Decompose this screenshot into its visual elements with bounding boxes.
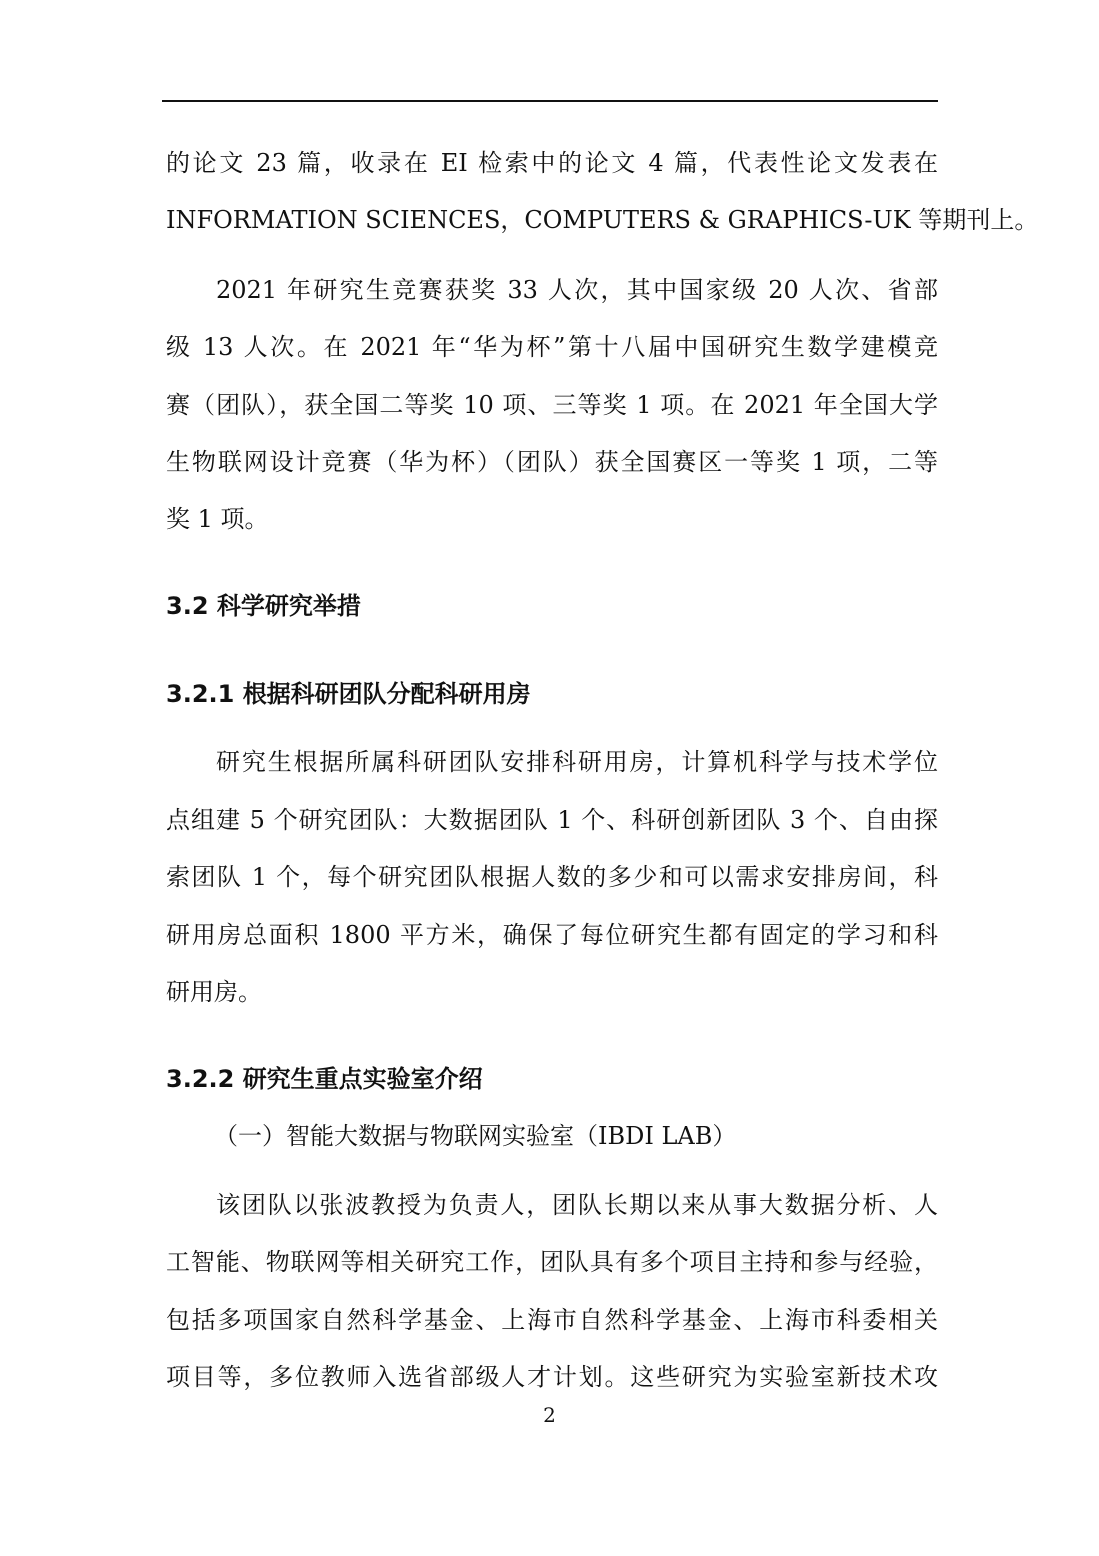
header-rule — [162, 100, 938, 102]
paragraph-line: 点组建 5 个研究团队：大数据团队 1 个、科研创新团队 3 个、自由探 — [166, 806, 938, 834]
paragraph-line: 项目等，多位教师入选省部级人才计划。这些研究为实验室新技术攻 — [166, 1363, 938, 1391]
page-number: 2 — [543, 1403, 556, 1427]
paragraph-line: 2021 年研究生竞赛获奖 33 人次，其中国家级 20 人次、省部 — [216, 276, 938, 304]
paragraph-line: 研究生根据所属科研团队安排科研用房，计算机科学与技术学位 — [216, 748, 938, 776]
paragraph-line: 该团队以张波教授为负责人，团队长期以来从事大数据分析、人 — [216, 1191, 938, 1219]
paragraph-line: 工智能、物联网等相关研究工作，团队具有多个项目主持和参与经验， — [166, 1248, 938, 1276]
paragraph-line: 索团队 1 个，每个研究团队根据人数的多少和可以需求安排房间，科 — [166, 863, 938, 891]
paragraph-line: 包括多项国家自然科学基金、上海市自然科学基金、上海市科委相关 — [166, 1306, 938, 1334]
paragraph-line: 奖 1 项。 — [166, 505, 269, 533]
paragraph-line: 赛（团队），获全国二等奖 10 项、三等奖 1 项。在 2021 年全国大学 — [166, 391, 938, 419]
lab-subheading: （一）智能大数据与物联网实验室（IBDI LAB） — [214, 1122, 737, 1150]
paragraph-line: 生物联网设计竞赛（华为杯）（团队）获全国赛区一等奖 1 项，二等 — [166, 448, 938, 476]
paragraph-line: 的论文 23 篇，收录在 EI 检索中的论文 4 篇，代表性论文发表在 — [166, 149, 938, 177]
section-heading-3-2-2: 3.2.2 研究生重点实验室介绍 — [166, 1065, 483, 1093]
section-heading-3-2-1: 3.2.1 根据科研团队分配科研用房 — [166, 680, 531, 708]
section-heading-3-2: 3.2 科学研究举措 — [166, 592, 361, 620]
paragraph-line: 研用房。 — [166, 978, 262, 1006]
paragraph-line: INFORMATION SCIENCES，COMPUTERS & GRAPHICS-UK 等期刊上。 — [166, 206, 1039, 234]
paragraph-line: 研用房总面积 1800 平方米，确保了每位研究生都有固定的学习和科 — [166, 921, 938, 949]
paragraph-line: 级 13 人次。在 2021 年“华为杯”第十八届中国研究生数学建模竞 — [166, 333, 938, 361]
